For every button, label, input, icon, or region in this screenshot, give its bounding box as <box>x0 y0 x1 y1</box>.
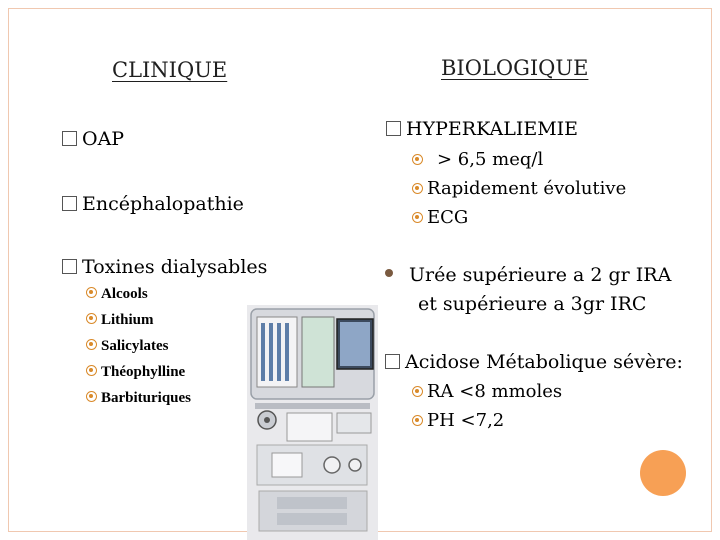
circle-bullet-icon <box>412 154 423 165</box>
toxine-item: Lithium <box>86 312 154 329</box>
circle-bullet-icon <box>412 183 423 194</box>
hyperkaliemie-item: ECG <box>412 207 468 228</box>
checkbox-bullet-icon <box>62 196 77 211</box>
heading-clinique: CLINIQUE <box>112 58 228 82</box>
circle-bullet-icon <box>86 365 97 376</box>
circle-bullet-icon <box>412 386 423 397</box>
right-item-uree: Urée supérieure a 2 gr IRA <box>385 264 671 286</box>
decorative-circle <box>640 450 686 496</box>
heading-biologique: BIOLOGIQUE <box>441 56 589 80</box>
right-item-acidose: Acidose Métabolique sévère: <box>385 351 683 373</box>
left-item-label: Toxines dialysables <box>82 256 268 278</box>
left-item-toxines <box>62 256 267 278</box>
circle-bullet-icon <box>86 313 97 324</box>
circle-bullet-icon <box>412 212 423 223</box>
acidose-item: RA <8 mmoles <box>412 381 562 402</box>
checkbox-bullet-icon <box>62 259 77 274</box>
dot-bullet-icon <box>385 269 393 277</box>
toxine-item: Alcools <box>86 286 148 303</box>
checkbox-bullet-icon <box>385 354 400 369</box>
hyperkaliemie-item: > 6,5 meq/l <box>412 149 543 170</box>
toxine-item: Salicylates <box>86 338 169 355</box>
left-item-label: Encéphalopathie <box>82 193 244 215</box>
toxine-item: Barbituriques <box>86 390 191 407</box>
checkbox-bullet-icon <box>386 121 401 136</box>
left-item-encephalopathie <box>62 193 244 215</box>
checkbox-bullet-icon <box>62 131 77 146</box>
toxine-item: Théophylline <box>86 364 185 381</box>
uree-line-2: et supérieure a 3gr IRC <box>418 293 647 315</box>
acidose-item: PH <7,2 <box>412 410 504 431</box>
dialysis-machine-icon <box>247 305 378 540</box>
left-item-oap <box>62 128 124 150</box>
left-item-label: OAP <box>82 128 125 150</box>
hyperkaliemie-item: Rapidement évolutive <box>412 178 626 199</box>
circle-bullet-icon <box>86 391 97 402</box>
circle-bullet-icon <box>86 339 97 350</box>
circle-bullet-icon <box>86 287 97 298</box>
circle-bullet-icon <box>412 415 423 426</box>
right-item-hyperkaliemie: HYPERKALIEMIE <box>386 118 578 140</box>
